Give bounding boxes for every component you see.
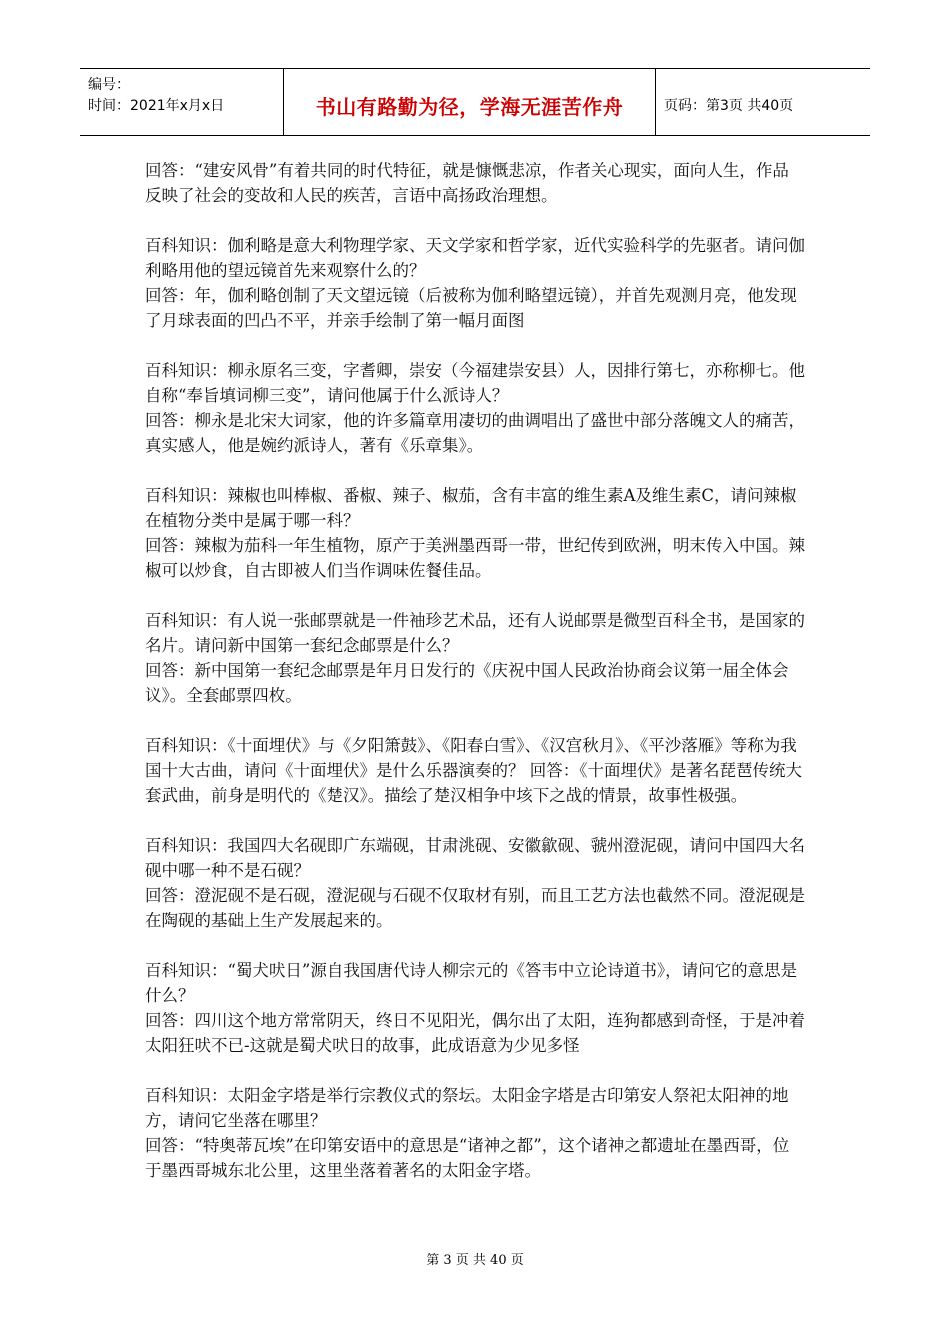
paragraph: 回答：“建安风骨”有着共同的时代特征，就是慷慨悲凉，作者关心现实，面向人生，作品反映了社会的变故和人民的疾苦，言语中高扬政治理想。 — [145, 161, 789, 205]
qa-block — [145, 158, 805, 208]
question-paragraph: 百科知识：《十面埋伏》与《夕阳箫鼓》、《阳春白雪》、《汉宫秋月》、《平沙落雁》等称为我国十大古曲，请问《十面埋伏》是什么乐器演奏的？ 回答：《十面埋伏》是著名琵琶传统大套武曲，前身是明代的《楚汉》。描绘了楚汉相争中垓下之战的情景，故事性极强。 — [145, 736, 802, 805]
question-paragraph: 百科知识：我国四大名砚即广东端砚，甘肃洮砚、安徽歙砚、虢州澄泥砚，请问中国四大名砚中哪一种不是石砚？ — [145, 836, 805, 880]
qa-block — [145, 958, 805, 1058]
number-label: 编号： — [88, 77, 130, 93]
answer-paragraph: 回答：新中国第一套纪念邮票是年月日发行的《庆祝中国人民政治协商会议第一届全体会议》。全套邮票四枚。 — [145, 661, 789, 705]
answer-paragraph: 回答：年，伽利略创制了天文望远镜（后被称为伽利略望远镜），并首先观测月亮，他发现了月球表面的凹凸不平，并亲手绘制了第一幅月面图 — [145, 286, 797, 330]
document-body — [145, 158, 805, 1208]
question-paragraph: 百科知识：有人说一张邮票就是一件袖珍艺术品，还有人说邮票是微型百科全书，是国家的名片。请问新中国第一套纪念邮票是什么？ — [145, 611, 805, 655]
page-header — [80, 68, 870, 136]
header-meta — [80, 69, 284, 135]
header-motto: 书山有路勤为径，学海无涯苦作舟 — [284, 69, 656, 135]
qa-block — [145, 733, 805, 808]
answer-paragraph: 回答：四川这个地方常常阴天，终日不见阳光，偶尔出了太阳，连狗都感到奇怪，于是冲着太阳狂吠不已-这就是蜀犬吠日的故事，此成语意为少见多怪 — [145, 1011, 805, 1055]
header-page-info: 页码：第3页 共40页 — [664, 98, 794, 114]
qa-block — [145, 1083, 805, 1183]
question-paragraph: 百科知识：太阳金字塔是举行宗教仪式的祭坛。太阳金字塔是古印第安人祭祀太阳神的地方，请问它坐落在哪里？ — [145, 1086, 789, 1130]
page-footer: 第 3 页 共 40 页 — [426, 1253, 524, 1268]
answer-paragraph: 回答：辣椒为茄科一年生植物，原产于美洲墨西哥一带，世纪传到欧洲，明末传入中国。辣椒可以炒食，自古即被人们当作调味佐餐佳品。 — [145, 536, 805, 580]
qa-block — [145, 608, 805, 708]
answer-paragraph: 回答：澄泥砚不是石砚，澄泥砚与石砚不仅取材有别，而且工艺方法也截然不同。澄泥砚是在陶砚的基础上生产发展起来的。 — [145, 886, 805, 930]
qa-block — [145, 233, 805, 333]
question-paragraph: 百科知识：柳永原名三变，字耆卿，崇安（今福建崇安县）人，因排行第七，亦称柳七。他自称“奉旨填词柳三变”，请问他属于什么派诗人？ — [145, 361, 805, 405]
answer-paragraph: 回答：柳永是北宋大词家，他的许多篇章用凄切的曲调唱出了盛世中部分落魄文人的痛苦，真实感人，他是婉约派诗人，著有《乐章集》。 — [145, 411, 805, 455]
qa-block — [145, 833, 805, 933]
question-paragraph: 百科知识：“蜀犬吠日”源自我国唐代诗人柳宗元的《答韦中立论诗道书》，请问它的意思是什么？ — [145, 961, 798, 1005]
question-paragraph: 百科知识：伽利略是意大利物理学家、天文学家和哲学家，近代实验科学的先驱者。请问伽利略用他的望远镜首先来观察什么的？ — [145, 236, 805, 280]
qa-block — [145, 358, 805, 458]
question-paragraph: 百科知识：辣椒也叫棒椒、番椒、辣子、椒茄，含有丰富的维生素A及维生素C，请问辣椒在植物分类中是属于哪一科？ — [145, 486, 797, 530]
qa-block — [145, 483, 805, 583]
time-label: 时间：2021年x月x日 — [88, 98, 225, 114]
answer-paragraph: 回答：“特奥蒂瓦埃”在印第安语中的意思是“诸神之都”，这个诸神之都遗址在墨西哥，位于墨西哥城东北公里，这里坐落着著名的太阳金字塔。 — [145, 1136, 790, 1180]
